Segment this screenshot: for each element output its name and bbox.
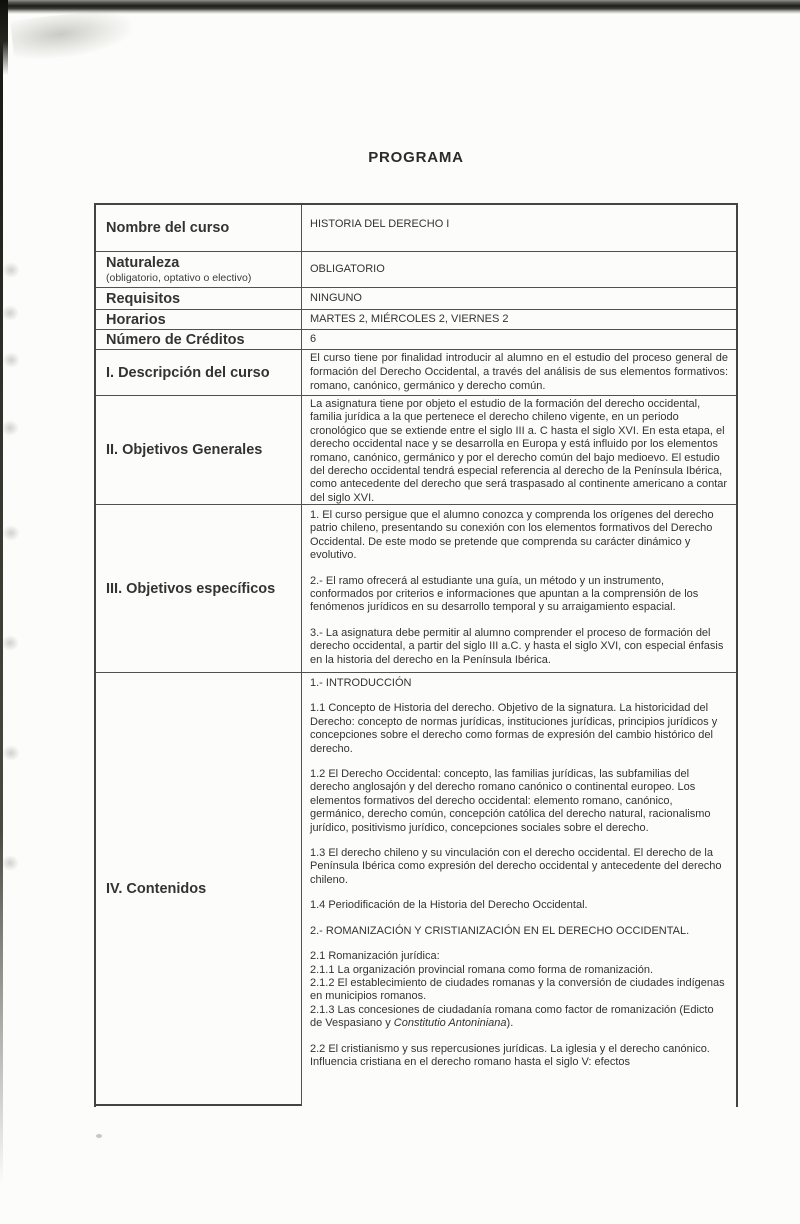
contenidos-item-1-3: 1.3 El derecho chileno y su vinculación con el derecho occidental. El derecho de la Península Ibérica como expresión del derecho occidental y antecedente del derecho chileno. [310, 847, 722, 886]
scan-corner-mark [0, 0, 8, 75]
contenidos-item-2-1-3 [310, 1004, 728, 1031]
naturaleza-value: OBLIGATORIO [310, 262, 385, 275]
course-program-table [94, 203, 738, 1107]
objetivos-generales-text: La asignatura tiene por objeto el estudio de la formación del derecho occidental, familia jurídica a la que pertenece el derecho chileno vigente, en un periodo cronológico que se extiende entre el siglo III a. C hasta el siglo XVI. En esta etapa, el derecho occidental nace y se desarrolla en Europa y está influido por los elementos romano, canónico, germánico y por el derecho común del bajo medioevo. El estudio del derecho occidental tendrá especial referencia al derecho de la Península Ibérica, como antecedente del derecho que será traspasado al continente americano a contar del siglo XVI. [310, 398, 728, 504]
row-naturaleza [96, 252, 736, 288]
contenidos-item-2-1-3-text: 2.1.3 Las concesiones de ciudadanía romana como factor de romanización (Edicto de Vespasiano y [310, 1003, 714, 1030]
scan-smudge [1, 420, 19, 436]
objetivo-especifico-3: 3.- La asignatura debe permitir al alumno comprender el proceso de formación del derecho occidental, a partir del siglo III a.C. y hasta el siglo XVI, con especial énfasis en la historia del derecho en la Península Ibérica. [310, 626, 724, 666]
row-label: Nombre del curso [106, 220, 230, 236]
label-cell [96, 330, 302, 349]
scan-smudge [1, 855, 19, 871]
label-cell [96, 505, 302, 672]
label-cell [96, 396, 302, 504]
objetivo-especifico-2: 2.- El ramo ofrecerá al estudiante una guía, un método y un instrumento, conformados por criterios e informaciones que apuntan a la comprensión de los fenómenos jurídicos en su desarrollo temporal y su arraigamiento espacial. [310, 574, 699, 614]
row-descripcion-curso [96, 350, 736, 396]
value-cell [302, 310, 736, 329]
scan-smudge [2, 262, 20, 278]
label-cell [96, 310, 302, 329]
row-contenidos [96, 673, 736, 1107]
row-objetivos-especificos [96, 505, 736, 673]
scan-smear [10, 8, 134, 62]
value-cell [302, 350, 736, 395]
label-cell [96, 205, 302, 251]
contenidos-item-2-1-group [310, 950, 728, 1030]
contenidos-item-1-1: 1.1 Concepto de Historia del derecho. Objetivo de la signatura. La historicidad del Derecho: concepto de normas jurídicas, instituciones jurídicas, principios jurídicos y concepciones sobre el derecho como formas de expresión del cambio histórico del derecho. [310, 702, 718, 755]
contenidos-item-2-2: 2.2 El cristianismo y sus repercusiones jurídicas. La iglesia y el derecho canónico. Influencia cristiana en el derecho romano hasta el siglo V: efectos [310, 1042, 710, 1068]
contenidos-heading-2: 2.- ROMANIZACIÓN Y CRISTIANIZACIÓN EN EL DERECHO OCCIDENTAL. [310, 924, 690, 937]
row-numero-creditos [96, 330, 736, 350]
row-label: II. Objetivos Generales [106, 442, 263, 458]
row-requisitos [96, 288, 736, 310]
contenidos-item-2-1-1: 2.1.1 La organización provincial romana como forma de romanización. [310, 963, 654, 976]
label-cell [96, 252, 302, 287]
contenidos-item-2-1: 2.1 Romanización jurídica: [310, 950, 440, 963]
row-label: IV. Contenidos [106, 880, 207, 897]
value-cell [302, 252, 736, 287]
scan-edge-left [0, 0, 3, 1185]
row-label: Horarios [106, 311, 166, 328]
creditos-value: 6 [310, 332, 317, 345]
row-label: Requisitos [106, 290, 181, 307]
scan-dot [96, 1134, 102, 1138]
descripcion-text: El curso tiene por finalidad introducir al alumno en el estudio del proceso general de formación del Derecho Occidental, a través del análisis de sus elementos formativos: romano, canónico, germánico y derecho común. [310, 352, 728, 392]
contenidos-item-2-1-2: 2.1.2 El establecimiento de ciudades romanas y la conversión de ciudades indígenas en municipios romanos. [310, 976, 725, 1003]
scan-smudge [2, 525, 20, 541]
contenidos-item-2-1-3-close: ). [506, 1017, 514, 1030]
value-cell [302, 288, 736, 309]
row-label: I. Descripción del curso [106, 364, 270, 381]
value-cell [302, 673, 736, 1107]
contenidos-heading-1: 1.- INTRODUCCIÓN [310, 677, 412, 689]
contenidos-item-1-2: 1.2 El Derecho Occidental: concepto, las familias jurídicas, las subfamilias del derecho anglosajón y del derecho romano canónico o continental europeo. Los elementos formativos del derecho occidental: elemento romano, canónico, germánico, derecho común, concepción católica del derecho natural, racionalismo jurídico, positivismo jurídico, concepciones sociales sobre el derecho. [310, 768, 711, 834]
label-cell [96, 288, 302, 309]
row-label: Número de Créditos [106, 331, 245, 348]
row-nombre-del-curso [96, 205, 736, 252]
scan-smudge [1, 305, 19, 321]
contenidos-item-2-1-3-latin-term: Constitutio Antoniniana [393, 1017, 507, 1030]
label-cell [96, 350, 302, 395]
row-sublabel: (obligatorio, optativo o electivo) [106, 272, 252, 284]
scan-smudge [2, 745, 20, 761]
label-cell [96, 673, 302, 1106]
value-cell [302, 205, 736, 251]
row-label: Naturaleza [106, 255, 180, 271]
row-objetivos-generales [96, 396, 736, 505]
objetivo-especifico-1: 1. El curso persigue que el alumno conozca y comprenda los orígenes del derecho patrio chileno, presentando su conexión con los elementos formativos del Derecho Occidental. De este modo se pretende que comprenda su carácter dinámico y evolutivo. [310, 509, 714, 562]
page-title: PROGRAMA [368, 149, 464, 166]
row-horarios [96, 310, 736, 330]
horarios-value: MARTES 2, MIÉRCOLES 2, VIERNES 2 [310, 312, 509, 325]
value-cell [302, 330, 736, 349]
value-cell [302, 396, 736, 504]
requisitos-value: NINGUNO [310, 291, 362, 304]
scan-smudge [1, 635, 19, 651]
value-cell [302, 505, 736, 672]
course-name-value: HISTORIA DEL DERECHO I [310, 218, 450, 230]
contenidos-item-1-4: 1.4 Periodificación de la Historia del Derecho Occidental. [310, 899, 588, 912]
scan-smudge [2, 352, 20, 368]
row-label: III. Objetivos específicos [106, 580, 276, 597]
